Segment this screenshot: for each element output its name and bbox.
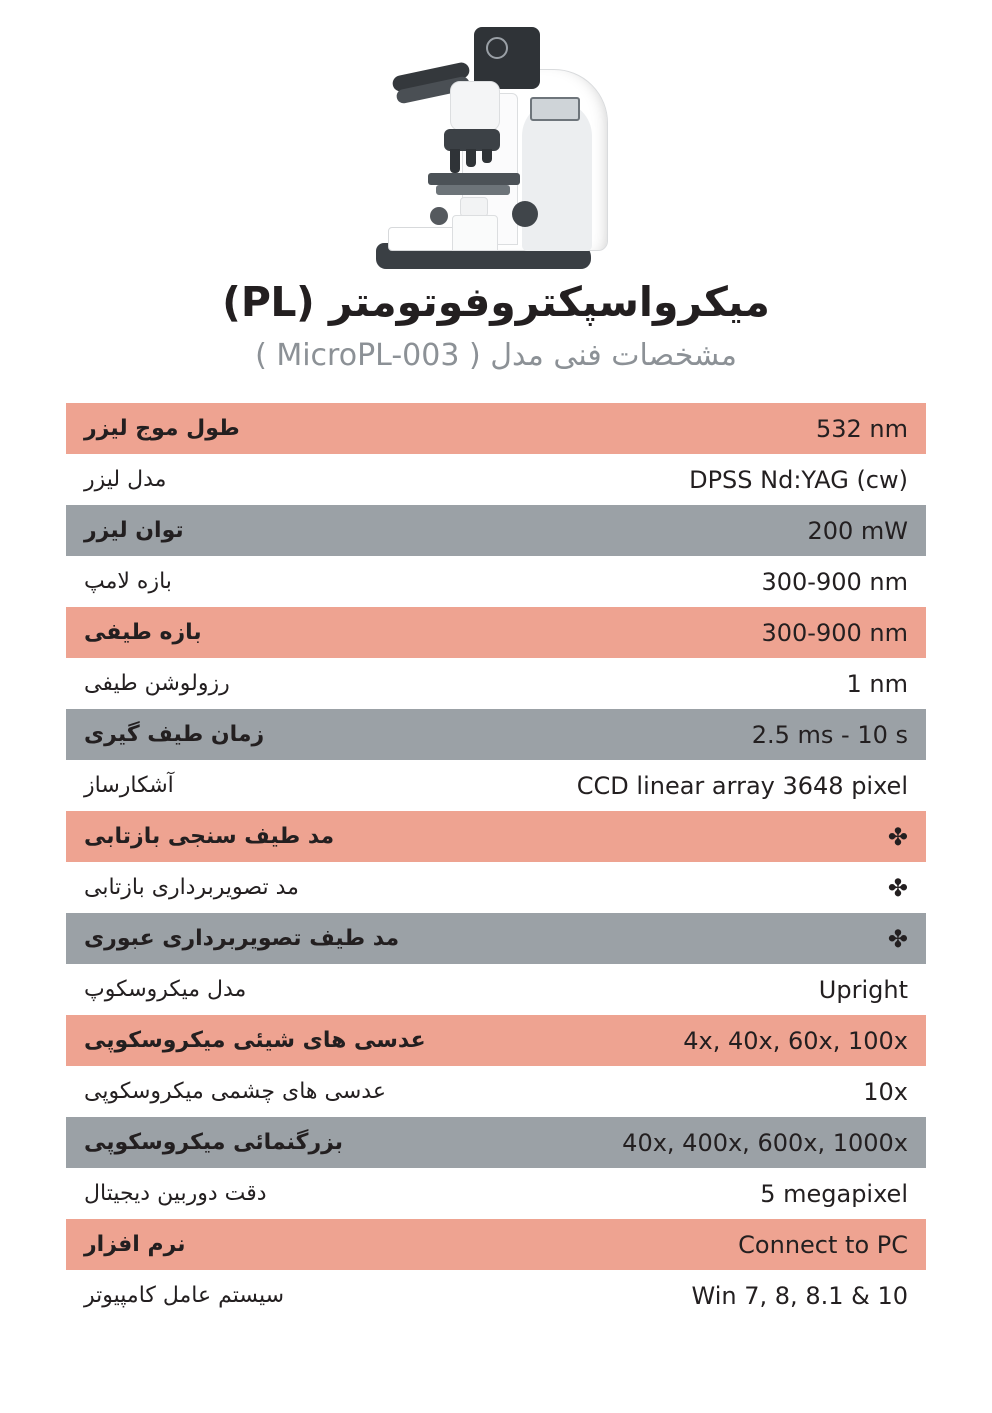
microscope-illustration <box>366 25 626 275</box>
spec-value: 300-900 nm <box>761 567 908 596</box>
microscope-neck <box>450 81 500 131</box>
table-row <box>66 505 926 556</box>
microscope-objective-2 <box>466 149 476 167</box>
spec-value: 200 mW <box>807 516 908 545</box>
spec-value: 300-900 nm <box>761 618 908 647</box>
table-row <box>66 556 926 607</box>
table-row <box>66 913 926 964</box>
spec-value: 10x <box>863 1077 908 1106</box>
spec-label: مد طیف سنجی بازتابی <box>84 824 335 850</box>
table-row <box>66 658 926 709</box>
table-row <box>66 964 926 1015</box>
microscope-objective-1 <box>450 149 460 173</box>
spec-label: زمان طیف گیری <box>84 722 265 748</box>
product-image <box>0 0 992 275</box>
page-subtitle: مشخصات فنی مدل ( MicroPL-003 ) <box>255 338 737 374</box>
microscope-head-knob <box>486 37 508 59</box>
spec-value: 532 nm <box>815 414 908 443</box>
spec-label: مد طیف تصویربرداری عبوری <box>84 926 400 952</box>
microscope-fine-knob <box>430 207 448 225</box>
microscope-condenser <box>460 197 488 217</box>
spec-value: 40x, 400x, 600x, 1000x <box>622 1128 908 1157</box>
table-row <box>66 1219 926 1270</box>
spec-label: آشکارساز <box>84 773 174 799</box>
table-row <box>66 454 926 505</box>
title-block <box>0 275 992 375</box>
spec-label: توان لیزر <box>84 518 184 544</box>
spec-value: Win 7, 8, 8.1 & 10 <box>691 1281 908 1310</box>
spec-value: Connect to PC <box>738 1230 908 1259</box>
table-row <box>66 1015 926 1066</box>
spec-label: عدسی های شیئی میکروسکوپی <box>84 1028 426 1054</box>
spec-label: بزرگنمائی میکروسکوپی <box>84 1130 344 1156</box>
spec-value: Upright <box>818 975 908 1004</box>
table-row <box>66 1117 926 1168</box>
microscope-stage-lower <box>436 185 510 195</box>
spec-label: دقت دوربین دیجیتال <box>84 1181 267 1207</box>
table-row <box>66 862 926 913</box>
microscope-foot <box>452 215 498 251</box>
microscope-arm-inner <box>522 101 592 251</box>
microscope-display <box>530 97 580 121</box>
spec-value: 1 nm <box>846 669 908 698</box>
specifications-table-body <box>66 403 926 1321</box>
microscope-objective-3 <box>482 149 492 163</box>
spec-value: 4x, 40x, 60x, 100x <box>683 1026 908 1055</box>
specifications-table <box>66 403 926 1321</box>
table-row <box>66 607 926 658</box>
spec-value: ✤ <box>887 822 908 851</box>
table-row <box>66 403 926 454</box>
microscope-nosepiece <box>444 129 500 151</box>
spec-label: طول موج لیزر <box>84 416 240 442</box>
spec-value: ✤ <box>887 924 908 953</box>
spec-label: سیستم عامل کامپیوتر <box>84 1283 285 1309</box>
spec-label: بازه لامپ <box>84 569 172 595</box>
spec-value: ✤ <box>887 873 908 902</box>
page-title: میکرواسپکتروفوتومتر (PL) <box>222 278 770 326</box>
table-row <box>66 709 926 760</box>
table-row <box>66 760 926 811</box>
spec-label: نرم افزار <box>84 1232 186 1258</box>
table-row <box>66 1066 926 1117</box>
table-row <box>66 811 926 862</box>
spec-label: مدل لیزر <box>84 467 167 493</box>
table-row <box>66 1168 926 1219</box>
spec-label: رزولوشن طیفی <box>84 671 230 697</box>
spec-value: 5 megapixel <box>760 1179 908 1208</box>
table-row <box>66 1270 926 1321</box>
microscope-head-module <box>474 27 540 89</box>
spec-value: CCD linear array 3648 pixel <box>576 771 908 800</box>
spec-label: مد تصویربرداری بازتابی <box>84 875 299 901</box>
spec-label: مدل میکروسکوپ <box>84 977 247 1003</box>
spec-value: DPSS Nd:YAG (cw) <box>689 465 908 494</box>
spec-value: 2.5 ms - 10 s <box>751 720 908 749</box>
microscope-stage <box>428 173 520 185</box>
spec-label: عدسی های چشمی میکروسکوپی <box>84 1079 386 1105</box>
microscope-focus-knob <box>512 201 538 227</box>
spec-label: بازه طیفی <box>84 620 202 646</box>
